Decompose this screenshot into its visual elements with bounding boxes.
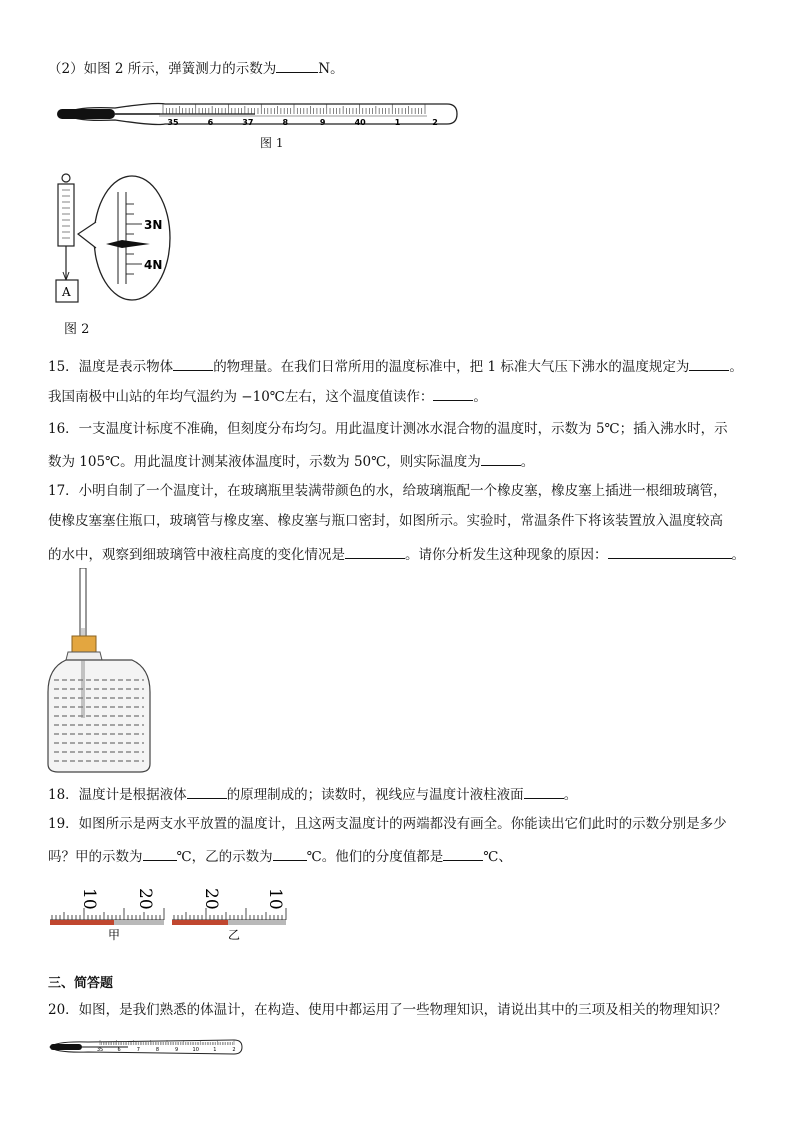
answer-blank[interactable] [276,58,318,73]
fig20-tick-label: 1 [213,1047,217,1053]
figure-2-caption: 图 2 [64,322,90,337]
answer-blank[interactable] [187,784,227,799]
question-20: 20．如图，是我们熟悉的体温计，在构造、使用中都运用了一些物理知识，请说出其中的三项及相关的物理知识？ [48,1002,727,1018]
question-19-line-2: 吗？甲的示数为 ℃，乙的示数为 ℃。他们的分度值都是 ℃、 [48,846,512,866]
question-16-line-2: 数为 105℃。用此温度计测某液体温度时，示数为 50℃，则实际温度为 。 [48,451,534,471]
fig20-tick-label: 8 [155,1047,160,1053]
fig1-tick-label: 37 [242,118,254,127]
fig20-tick-label: 2 [232,1047,236,1053]
answer-blank[interactable] [608,544,732,559]
fig1-tick-label: 9 [319,118,326,127]
jia-tick-label-20: 20 [135,888,155,910]
yi-tick-label-20: 20 [201,888,221,910]
figure-1-caption: 图 1 [260,136,284,150]
jia-label: 甲 [108,928,121,942]
fig20-tick-label: 9 [174,1047,179,1053]
label-4n: 4N [144,258,163,272]
fig1-tick-label: 2 [432,118,438,127]
answer-blank[interactable] [345,544,405,559]
box-label-a: A [62,285,71,299]
fig1-tick-label: 40 [354,118,366,127]
section-3-heading: 三、简答题 [48,976,114,991]
answer-blank[interactable] [143,846,177,861]
thermometer-jia [50,888,164,942]
question-14-2: （2）如图 2 所示，弹簧测力的示数为 N。 [48,58,344,78]
fig20-tick-label: 35 [96,1047,104,1053]
yi-tick-label-10: 10 [265,888,285,910]
question-17-line-1: 17．小明自制了一个温度计，在玻璃瓶里装满带颜色的水，给玻璃瓶配一个橡皮塞，橡皮塞上插进一根细玻璃管， [48,483,727,499]
fig20-tick-label: 7 [136,1047,140,1053]
answer-blank[interactable] [481,451,521,466]
clinical-thermometer-figure-20 [48,1036,244,1058]
question-17-line-3: 的水中，观察到细玻璃管中液柱高度的变化情况是 。请你分析发生这种现象的原因： 。 [48,544,745,564]
answer-blank[interactable] [524,784,564,799]
jia-tick-label-10: 10 [79,888,99,910]
question-15-line-1: 15．温度是表示物体 的物理量。在我们日常所用的温度标准中，把 1 标准大气压下沸水的温度规定为 。 [48,356,743,376]
fig1-tick-label: 35 [167,118,179,127]
fig1-tick-label: 6 [207,118,214,127]
answer-blank[interactable] [433,386,473,401]
fig20-tick-label: 6 [117,1047,121,1053]
answer-blank[interactable] [689,356,729,371]
label-3n: 3N [144,218,163,232]
thermometer-yi [172,888,286,942]
question-15-line-2: 我国南极中山站的年均气温约为 −10℃左右，这个温度值读作： 。 [48,386,487,406]
answer-blank[interactable] [173,356,213,371]
clinical-thermometer-figure-1 [55,98,460,130]
fig20-tick-label: 10 [192,1047,199,1053]
answer-blank[interactable] [443,846,483,861]
fig1-tick-label: 8 [282,118,289,127]
question-18: 18．温度计是根据液体 的原理制成的；读数时，视线应与温度计液柱液面 。 [48,784,577,804]
yi-label: 乙 [228,928,241,942]
question-16-line-1: 16．一支温度计标度不准确，但刻度分布均匀。用此温度计测冰水混合物的温度时，示数为 5℃；插入沸水时，示 [48,421,728,437]
question-19-line-1: 19．如图所示是两支水平放置的温度计，且这两支温度计的两端都没有画全。你能读出它们此时的示数分别是多少 [48,816,727,832]
bottle-thermometer-figure [44,568,154,774]
spring-scale-figure-2 [50,172,180,307]
fig1-tick-label: 1 [394,118,401,127]
question-17-line-2: 使橡皮塞塞住瓶口，玻璃管与橡皮塞、橡皮塞与瓶口密封，如图所示。实验时，常温条件下将该装置放入温度较高 [48,513,723,529]
two-thermometers-figure [48,876,294,942]
answer-blank[interactable] [273,846,307,861]
